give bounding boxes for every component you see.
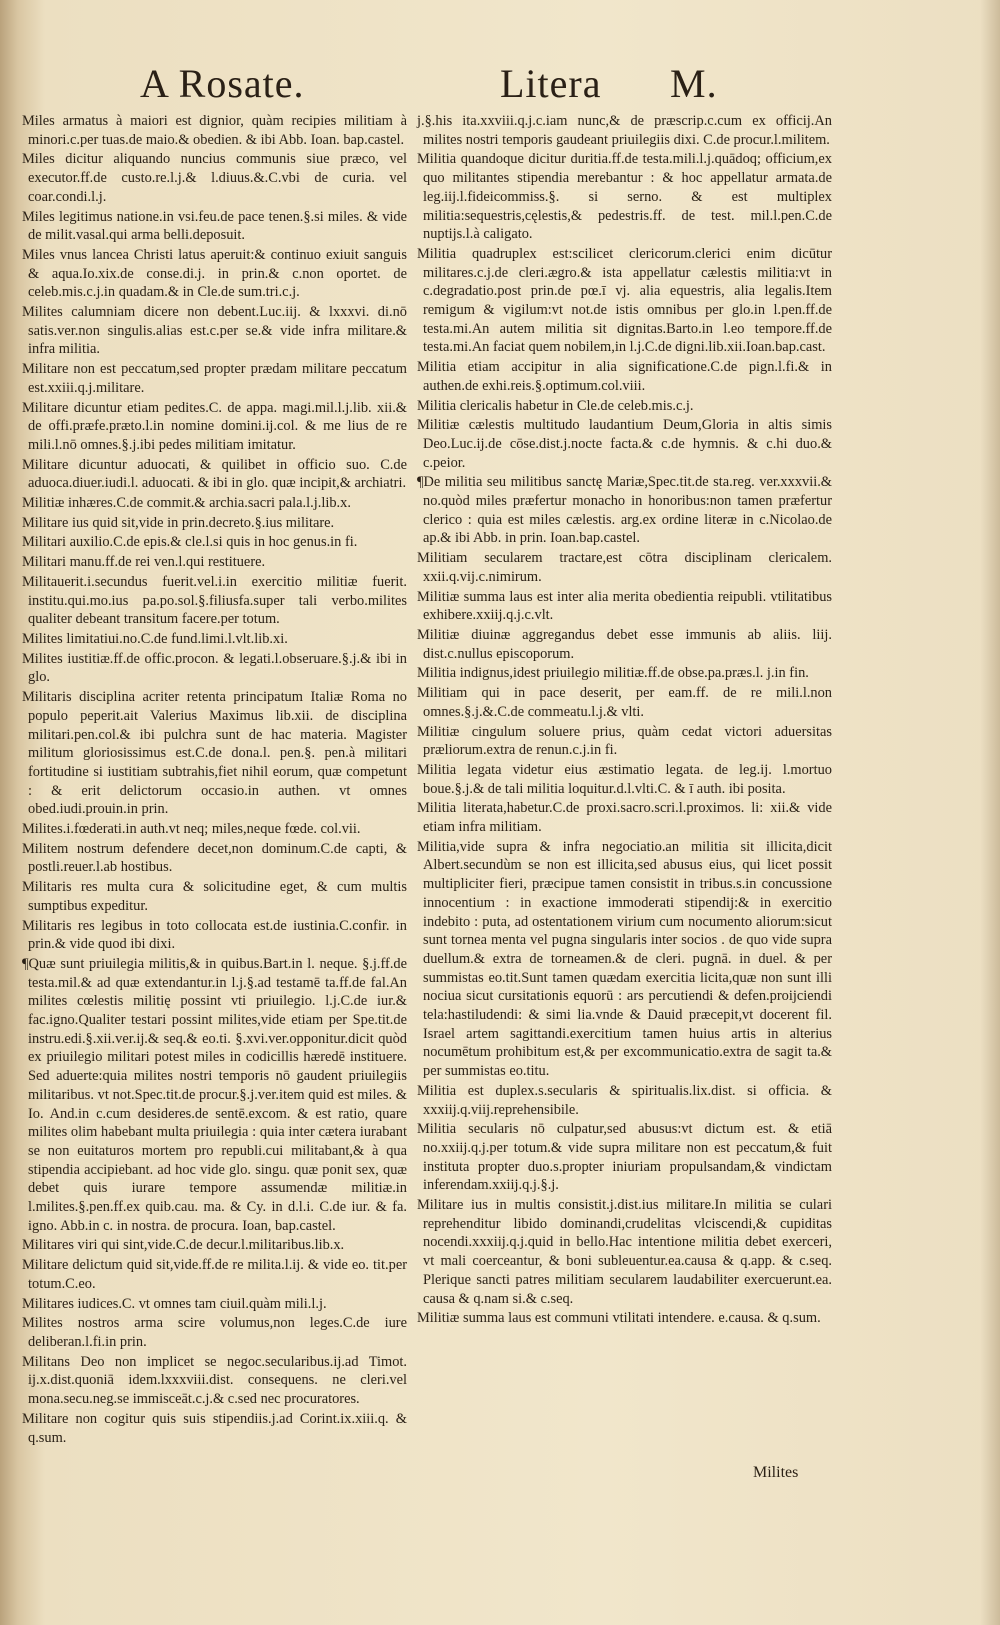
entry: Militare ius in multis consistit.j.dist.ius militare.In militia se culari reprehenditur libido dominandi,crudelitas vlciscendi,& cupiditas nocendi.xxxiij.q.j.quid in bello.Hac intentione militia debet exerceri, vt mali coerceantur, & boni subleuentur.ea.causa & q.app. & c.seq. Plerique sancti patres militiam secularem laudabiliter exercuerunt.ea. causa & q.nam si.& c.seq. — [417, 1197, 832, 1307]
entry: Miles armatus à maiori est dignior, quàm recipies militiam à minori.c.per tuas.de maio.& obedien. & ibi Abb. Ioan. bap.castel. — [22, 113, 407, 148]
entry: Militare non cogitur quis suis stipendiis.j.ad Corint.ix.xiii.q. & q.sum. — [22, 1410, 407, 1446]
header-section: Litera — [500, 61, 602, 106]
entry: Militiæ summa laus est inter alia merita obedientia reipubli. vtilitatibus exhibere.xxiij.q.j.c.vlt. — [417, 588, 832, 624]
entry: Militia quadruplex est:scilicet clericorum.clerici enim dicūtur militares.c.j.de cleri.ægro.& ista appellatur cælestis militia:vt in c.degradatio.post prin.de pœ.ī vj. alia equestris, alia legalis.Item remigum & vigilum:vt not.de istis omnibus per glo.in l.pen.ff.de testa.mi.An autem militia sit dignitas.Barto.in l.eo tempore.ff.de testa.mi.An faciat quem nobilem,in l.j.C.de digni.lib.xii.Ioan.bap.cast. — [417, 245, 832, 356]
entry: Militia indignus,idest priuilegio militiæ.ff.de obse.pa.præs.l. j.in fin. — [417, 665, 809, 682]
entry: Militia literata,habetur.C.de proxi.sacro.scri.l.proximos. li: xii.& vide etiam infra militiam. — [417, 800, 832, 836]
entry: ¶Quæ sunt priuilegia militis,& in quibus.Bart.in l. neque. §.j.ff.de testa.mil.& ad quæ extendantur.in l.j.§.ad testamē ta.ff.de fal.An milites cœlestis militię possint vti priuilegio. l.j.C.de iur.& fac.igno.Qualiter testari possint milites,vide etiam per Spe.tit.de instru.edi.§.xii.ver.ij.& seq.& eo.ti. §.xvi.ver.opponitur.dicit quòd ex priuilegio militari potest miles in codicillis hæredē instituere. Sed aduerte:quia milites nostri temporis nō gaudent priuilegiis militaribus. vt not.Spec.tit.de procur.§.j.ver.item quid est miles. & Io. And.in c.cum desideres.de sentē.excom. & est ratio, quare milites olim habebant multa priuilegia : quia inter cætera iurabant se non euitaturos mortem pro republi.cui militabant,& à qua stipendia accipiebant. ad hoc vide glo. singu. quæ ponit sex, quæ debet quis iurare tempore assumendæ militiæ.in l.milites.§.pen.ff.ex quib.cau. ma. & Cy. in d.l.i. C.de iur. & fa. igno. Abb.in c. in nostra. de procura. Ioan, bap.castel. — [22, 955, 407, 1234]
entry: Milites nostros arma scire volumus,non leges.C.de iure deliberan.l.fi.in prin. — [22, 1315, 407, 1350]
entry: Militares iudices.C. vt omnes tam ciuil.quàm mili.l.j. — [22, 1295, 327, 1312]
entry: Militare ius quid sit,vide in prin.decreto.§.ius militare. — [22, 514, 335, 531]
entry: Militaris disciplina acriter retenta principatum Italiæ Roma no populo peperit.ait Valerius Maximus lib.xii. de disciplina militari.pen.col.& ibi pulchra sunt de hac materia. Magister militum gloriosissimus est.C.de dona.l. pen.§. pen.à militari fortitudine si iustitiam subtrahis,fiet nihil eorum, quæ competunt : & erit delictorum occasio.in authen. vt omnes obed.iudi.prouin.in prin. — [22, 689, 407, 818]
entry: Militaris res multa cura & solicitudine eget, & cum multis sumptibus expeditur. — [22, 879, 407, 914]
entry: Militare non est peccatum,sed propter prædam militare peccatum est.xxiii.q.j.militare. — [22, 361, 407, 396]
entry: Militia est duplex.s.secularis & spiritualis.lix.dist. si officia. & xxxiij.q.viij.reprehensibile. — [417, 1082, 832, 1118]
right-column — [417, 112, 832, 1329]
entry: Militia secularis nō culpatur,sed abusus:vt dictum est. & etiā no.xxiij.q.j.per totum.& vide supra militare non est peccatum,& fuit instituta propter duo.s.propter iniuriam propulsandam,& vindictam inferendam.xxiij.q.j.§.j. — [417, 1121, 832, 1194]
catchword: Milites — [753, 1464, 799, 1481]
entry: Militauerit.i.secundus fuerit.vel.i.in exercitio militiæ fuerit. institu.qui.mo.ius pa.po.sol.§.filiusfa.super tali verbo.milites qualiter debeant transitum facere.per totum. — [22, 573, 407, 628]
entry: Miles dicitur aliquando nuncius communis siue præco, vel executor.ff.de custo.re.l.j.& l.diuus.&.C.vbi de curia. vel coar.condi.l.j. — [22, 151, 407, 205]
entry: Militiam qui in pace deserit, per eam.ff. de re mili.l.non omnes.§.j.&.C.de commeatu.l.j.& vlti. — [417, 685, 832, 720]
entry: Militiæ cælestis multitudo laudantium Deum,Gloria in altis simis Deo.Luc.ij.de cōse.dist.j.nocte facta.& c.de hymnis. & c.hi duo.& c.peior. — [417, 417, 832, 471]
entry: Milites limitatiui.no.C.de fund.limi.l.vlt.lib.xi. — [22, 630, 288, 647]
header-title: A Rosate. — [140, 61, 305, 106]
entry: Militia etiam accipitur in alia significatione.C.de pign.l.fi.& in authen.de exhi.reis.§.optimum.col.viii. — [417, 359, 832, 394]
entry: j.§.his ita.xxviii.q.j.c.iam nunc,& de præscrip.c.cum ex officij.An milites nostri temporis gaudeant priuilegiis dixi. C.de procur.l.militem. — [417, 113, 832, 148]
entry: Militaris res legibus in toto collocata est.de iustinia.C.confir. in prin.& vide quod ibi dixi. — [22, 917, 407, 953]
entry: Militem nostrum defendere decet,non dominum.C.de capti, & postli.reuer.l.ab hostibus. — [22, 840, 407, 876]
entry: Militiæ inhæres.C.de commit.& archia.sacri pala.l.j.lib.x. — [22, 495, 351, 512]
entry: Militiam secularem tractare,est cōtra disciplinam clericalem. xxii.q.vij.c.nimirum. — [417, 550, 832, 585]
entry: Miles vnus lancea Christi latus aperuit:& continuo exiuit sanguis & aqua.Io.xix.de conse.di.j. in prin.& c.non oportet. de celeb.mis.c.j.in quadam.& in Cle.de sum.tri.c.j. — [22, 246, 407, 301]
entry: Militares viri qui sint,vide.C.de decur.l.militaribus.lib.x. — [22, 1237, 345, 1254]
running-header — [0, 60, 1000, 110]
entry: Milites iustitiæ.ff.de offic.procon. & legati.l.obseruare.§.j.& ibi in glo. — [22, 650, 407, 686]
entry: ¶De militia seu militibus sanctę Mariæ,Spec.tit.de sta.reg. ver.xxxvii.& no.quòd miles præfertur monacho in honoribus:non tamen præfertur clerico : quia est miles cælestis. arg.ex ordine literæ in c.Nicolao.de ap.& ibi Abb. in prin. Ioan.bap.castel. — [417, 474, 832, 547]
entry: Militia,vide supra & infra negociatio.an militia sit illicita,dicit Albert.secundùm se non est illicita,sed abusus eius, qui licet possit multipliciter fieri, præcipue tamen consistit in tribus.s.in concussione innocentium : in exactione immoderati stipendij:& in exercitio indebito : puta, ad ostentationem virium cum nocumento aliorum:sicut sunt tornea menta vel pugna singularis inter socios . de quo vide supra duellum.& extra de torneamen.& de cleri. pugnā. in duel. & per summistas eo.tit.Sunt tamen quædam exercitia licita,quæ non sunt illi nociua sicut cursitationis equorū : ars percutiendi & defen.proijciendi tela:hastiludendi: & simi lia.vnde & Dauid præcepit,vt docerent fil. Israel artem sagittandi.exercitium tamen huius artis in alterius nocumētum prohibitum est,& per excommunicatio.extra de sagit ta.& per summistas eo.titu. — [417, 838, 832, 1080]
entry: Miles legitimus natione.in vsi.feu.de pace tenen.§.si miles. & vide de milit.vasal.qui arma belli.deposuit. — [22, 208, 407, 244]
left-column — [22, 112, 407, 1448]
entry: Militia clericalis habetur in Cle.de celeb.mis.c.j. — [417, 397, 694, 414]
header-letter: M. — [670, 61, 718, 106]
entry: Militare dicuntur aduocati, & quilibet in officio suo. C.de aduoca.diuer.iudi.l. aduocati. & ibi in glo. quæ incipit,& archiatri. — [22, 456, 407, 492]
entry: Militiæ cingulum soluere prius, quàm cedat victori aduersitas præliorum.extra de renun.c.j.in fi. — [417, 723, 832, 759]
entry: Militari auxilio.C.de epis.& cle.l.si quis in hoc genus.in fi. — [22, 534, 358, 551]
entry: Militare delictum quid sit,vide.ff.de re milita.l.ij. & vide eo. tit.per totum.C.eo. — [22, 1257, 407, 1292]
entry: Militiæ diuinæ aggregandus debet esse immunis ab aliis. liij. dist.c.nullus episcoporum. — [417, 626, 832, 662]
entry: Militiæ summa laus est communi vtilitati intendere. e.causa. & q.sum. — [417, 1310, 821, 1327]
entry: Militia legata videtur eius æstimatio legata. de leg.ij. l.mortuo boue.§.j.& de tali militia loquitur.d.l.vlti.C. & ī auth. ibi posita. — [417, 761, 832, 797]
entry: Milites calumniam dicere non debent.Luc.iij. & lxxxvi. di.nō satis.ver.non singulis.alias est.c.per se.& vide infra militare.& infra militia. — [22, 304, 407, 358]
entry: Milites.i.fœderati.in auth.vt neq; miles,neque fœde. col.vii. — [22, 821, 361, 838]
entry: Militans Deo non implicet se negoc.secularibus.ij.ad Timot. ij.x.dist.quoniā idem.lxxxviii.dist. consequens. ne cleri.vel mona.secu.neg.se immisceāt.c.j.& c.sed nec procuratores. — [22, 1353, 407, 1408]
entry: Militari manu.ff.de rei ven.l.qui restituere. — [22, 554, 266, 571]
entry: Militare dicuntur etiam pedites.C. de appa. magi.mil.l.j.lib. xii.& de offi.præfe.præto.l.in nomine domini.ij.col. & me lius de re mili.l.nō omnes.§.j.ibi pedes militiam imitatur. — [22, 399, 407, 453]
entry: Militia quandoque dicitur duritia.ff.de testa.mili.l.j.quādoq; officium,ex quo militantes stipendia merebantur : & hoc appellatur armata.de leg.iij.l.fideicommiss.§. si serno. & est multiplex militia:sequestris,cęlestis,& pedestris.ff. de test. mil.l.pen.C.de nuptijs.l.à caligato. — [417, 151, 832, 243]
scan-edge-shadow — [980, 0, 1000, 1625]
